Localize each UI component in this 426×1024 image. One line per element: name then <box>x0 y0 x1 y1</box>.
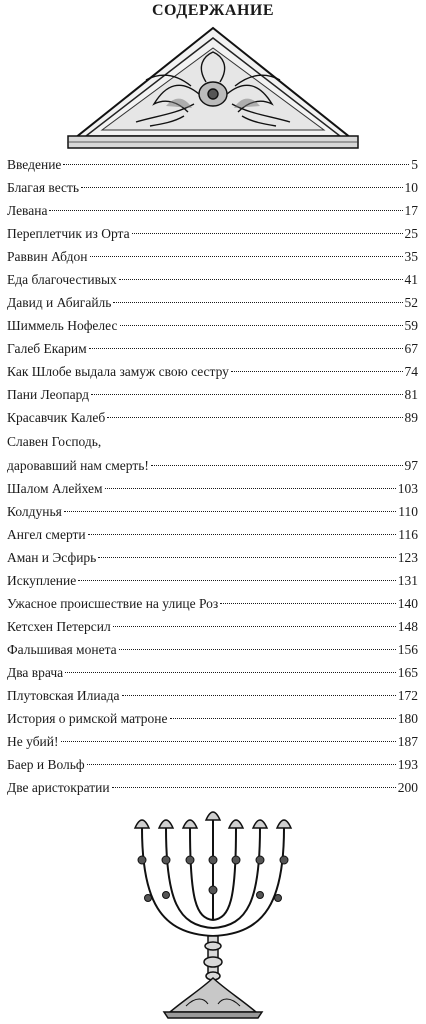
toc-leader-dots <box>122 695 396 696</box>
toc-entry-title: Аман и Эсфирь <box>7 550 97 565</box>
toc-entry[interactable] <box>7 753 418 776</box>
toc-entry-title: Шиммель Нофелес <box>7 318 118 333</box>
toc-entry-page: 116 <box>398 527 418 542</box>
toc-entry-title: Пани Леопард <box>7 387 90 402</box>
page-title: СОДЕРЖАНИЕ <box>151 2 275 19</box>
menorah-illustration <box>108 800 318 1022</box>
toc-entry-title: Ангел смерти <box>7 527 86 542</box>
toc-entry-title: Галеб Екарим <box>7 341 87 356</box>
toc-entry-title-line1: Славен Господь, <box>7 434 102 449</box>
toc-entry-page: 110 <box>398 504 418 519</box>
toc-entry[interactable] <box>7 383 418 406</box>
toc-entry-title: Кетсхен Петерсил <box>7 619 111 634</box>
toc-leader-dots <box>113 302 402 303</box>
toc-entry-title: Раввин Абдон <box>7 249 88 264</box>
toc-leader-dots <box>112 787 396 788</box>
toc-entry[interactable] <box>7 730 418 753</box>
toc-leader-dots <box>231 371 403 372</box>
toc-entry[interactable] <box>7 776 418 799</box>
toc-entry-title: Как Шлобе выдала замуж свою сестру <box>7 364 229 379</box>
toc-leader-dots <box>81 187 402 188</box>
toc-entry-page: 5 <box>411 157 418 172</box>
toc-entry-title: Еда благочестивых <box>7 272 117 287</box>
toc-entry-page: 25 <box>404 226 418 241</box>
toc-entry-page: 148 <box>397 619 418 634</box>
toc-entry[interactable] <box>7 638 418 661</box>
toc-leader-dots <box>170 718 396 719</box>
toc-entry[interactable] <box>7 268 418 291</box>
toc-leader-dots <box>89 348 403 349</box>
toc-entry[interactable] <box>7 592 418 615</box>
toc-leader-dots <box>91 394 402 395</box>
toc-entry-page: 123 <box>397 550 418 565</box>
toc-entry-title: Не убий! <box>7 734 59 749</box>
toc-leader-dots <box>151 465 403 466</box>
toc-entry-title: Две аристократии <box>7 780 110 795</box>
toc-entry[interactable] <box>7 546 418 569</box>
toc-entry-title: Красавчик Калеб <box>7 410 106 425</box>
toc-entry-title: Ужасное происшествие на улице Роз <box>7 596 219 611</box>
toc-entry-page: 180 <box>397 711 418 726</box>
toc-leader-dots <box>65 672 396 673</box>
toc-entry-page: 74 <box>404 364 418 379</box>
toc-entry-title: Левана <box>7 203 48 218</box>
toc-entry-page: 131 <box>397 573 418 588</box>
toc-entry[interactable] <box>7 615 418 638</box>
toc-leader-dots <box>64 511 396 512</box>
toc-entry-page: 165 <box>397 665 418 680</box>
toc-entry[interactable] <box>7 569 418 592</box>
pediment-ornament <box>66 24 360 152</box>
toc-leader-dots <box>119 279 403 280</box>
toc-leader-dots <box>132 233 403 234</box>
table-of-contents <box>7 153 418 799</box>
toc-leader-dots <box>87 764 396 765</box>
toc-entry-title: Колдунья <box>7 504 62 519</box>
toc-entry-page: 187 <box>397 734 418 749</box>
toc-entry-title: Шалом Алейхем <box>7 481 103 496</box>
toc-entry-page: 140 <box>397 596 418 611</box>
toc-entry[interactable] <box>7 477 418 500</box>
toc-entry[interactable] <box>7 523 418 546</box>
toc-entry-title: История о римской матроне <box>7 711 168 726</box>
toc-leader-dots <box>49 210 402 211</box>
toc-leader-dots <box>220 603 395 604</box>
toc-entry[interactable] <box>7 684 418 707</box>
toc-entry-title: Искупление <box>7 573 77 588</box>
toc-entry[interactable] <box>7 406 418 429</box>
toc-entry-page: 172 <box>397 688 418 703</box>
toc-leader-dots <box>98 557 395 558</box>
toc-entry-title: Фальшивая монета <box>7 642 117 657</box>
toc-entry-title: даровавший нам смерть! <box>7 458 149 473</box>
toc-leader-dots <box>88 534 397 535</box>
toc-entry-title: Переплетчик из Орта <box>7 226 130 241</box>
toc-entry-page: 35 <box>404 249 418 264</box>
toc-entry-page: 41 <box>404 272 418 287</box>
toc-entry[interactable] <box>7 337 418 360</box>
toc-entry[interactable] <box>7 360 418 383</box>
toc-leader-dots <box>63 164 409 165</box>
toc-leader-dots <box>105 488 396 489</box>
toc-entry-page: 59 <box>404 318 418 333</box>
toc-leader-dots <box>90 256 403 257</box>
toc-entry-page: 89 <box>404 410 418 425</box>
toc-entry[interactable] <box>7 500 418 523</box>
toc-leader-dots <box>119 649 396 650</box>
toc-entry[interactable] <box>7 707 418 730</box>
toc-entry[interactable] <box>7 153 418 176</box>
toc-entry-page: 10 <box>404 180 418 195</box>
toc-leader-dots <box>78 580 395 581</box>
toc-entry-title: Два врача <box>7 665 64 680</box>
toc-entry[interactable] <box>7 291 418 314</box>
toc-entry-page: 52 <box>404 295 418 310</box>
toc-entry[interactable] <box>7 176 418 199</box>
toc-entry-page: 103 <box>397 481 418 496</box>
toc-entry-page: 67 <box>404 341 418 356</box>
toc-entry-page: 200 <box>397 780 418 795</box>
toc-entry[interactable] <box>7 661 418 684</box>
toc-entry-page: 17 <box>404 203 418 218</box>
toc-entry[interactable] <box>7 245 418 268</box>
toc-entry[interactable] <box>7 314 418 337</box>
toc-entry-title: Благая весть <box>7 180 80 195</box>
toc-entry-title: Введение <box>7 157 62 172</box>
toc-leader-dots <box>61 741 396 742</box>
toc-entry[interactable] <box>7 222 418 245</box>
toc-entry-page: 81 <box>404 387 418 402</box>
toc-entry-page: 97 <box>404 458 418 473</box>
toc-entry-page: 156 <box>397 642 418 657</box>
toc-entry[interactable] <box>7 199 418 222</box>
toc-entry-page: 193 <box>397 757 418 772</box>
toc-entry[interactable] <box>7 429 418 477</box>
toc-entry-title: Баер и Вольф <box>7 757 85 772</box>
toc-leader-dots <box>120 325 403 326</box>
toc-entry-title: Плутовская Илиада <box>7 688 120 703</box>
toc-leader-dots <box>113 626 396 627</box>
toc-leader-dots <box>107 417 402 418</box>
toc-entry-title: Давид и Абигайль <box>7 295 112 310</box>
